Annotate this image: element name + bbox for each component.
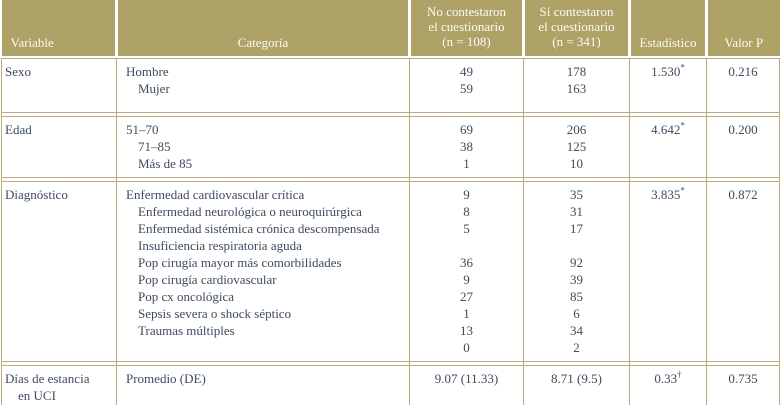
cell-line: 85	[570, 288, 583, 304]
cell-line: 0.735	[728, 370, 758, 386]
table-row	[2, 116, 780, 177]
cell-line: 34	[570, 322, 583, 338]
cell-line: 6	[573, 305, 580, 321]
cell-line: Sexo	[5, 63, 31, 79]
cell-line: 206	[566, 121, 587, 137]
cell-line: 35	[570, 186, 583, 202]
cell-line: Días de estancia	[5, 370, 90, 386]
cell-line: 10	[570, 155, 583, 171]
cell-line	[413, 237, 520, 254]
categoria-cell	[117, 365, 410, 405]
cell-line: 38	[460, 138, 473, 154]
cell-line: 31	[570, 203, 583, 219]
cell-line	[120, 339, 406, 356]
col-header-valor-p: Valor P	[707, 0, 780, 56]
cell-line: 9	[463, 186, 470, 202]
categoria-cell	[117, 116, 410, 177]
cell-line: 1	[463, 155, 470, 171]
valor-p-cell	[707, 116, 780, 177]
cell-line: 39	[570, 271, 583, 287]
cell-line: 5	[463, 220, 470, 236]
header-line: el cuestionario	[538, 19, 615, 34]
statistic-value: 4.642*	[651, 120, 685, 137]
variable-cell	[2, 181, 117, 361]
header-line: No contestaron	[426, 4, 507, 19]
cell-line: 13	[460, 322, 473, 338]
header-row	[2, 0, 780, 56]
cell-line: Pop cirugía cardiovascular	[138, 271, 277, 287]
cell-line: 92	[570, 254, 583, 270]
header-line: el cuestionario	[428, 19, 505, 34]
si-contestaron-cell	[524, 365, 630, 405]
cell-line: 51–70	[126, 121, 159, 137]
estadistico-cell	[630, 181, 707, 361]
valor-p-cell	[707, 58, 780, 112]
cell-line: 2	[573, 339, 580, 355]
cell-line: Hombre	[126, 63, 169, 79]
no-contestaron-cell	[410, 365, 524, 405]
cell-line: Mujer	[138, 80, 170, 96]
results-table	[1, 0, 780, 405]
estadistico-cell	[630, 116, 707, 177]
valor-p-cell	[707, 365, 780, 405]
cell-line: en UCI	[18, 387, 56, 403]
cell-line: 163	[566, 80, 587, 96]
si-contestaron-cell	[524, 181, 630, 361]
cell-line: 8	[463, 203, 470, 219]
header-line: (n = 341)	[552, 34, 601, 49]
col-header-categoria: Categoría	[117, 0, 410, 56]
estadistico-cell	[630, 58, 707, 112]
col-header-no-contestaron	[410, 0, 524, 56]
header-line: (n = 108)	[442, 34, 491, 49]
cell-line: Sepsis severa o shock séptico	[138, 305, 292, 321]
cell-line: 0.216	[728, 63, 758, 79]
si-contestaron-cell	[524, 58, 630, 112]
variable-cell	[2, 116, 117, 177]
cell-line: 69	[460, 121, 473, 137]
no-contestaron-cell	[410, 116, 524, 177]
estadistico-cell	[630, 365, 707, 405]
cell-line: Edad	[5, 121, 32, 137]
cell-line: 49	[460, 63, 473, 79]
cell-line: 36	[460, 254, 473, 270]
cell-line: Traumas múltiples	[138, 322, 235, 338]
si-contestaron-cell	[524, 116, 630, 177]
cell-line: 0.872	[728, 186, 758, 202]
cell-line: Pop cx oncológica	[138, 288, 235, 304]
cell-line: 178	[566, 63, 587, 79]
header-line: Sí contestaron	[539, 4, 614, 19]
cell-line: 125	[566, 138, 587, 154]
statistic-footnote-mark: *	[680, 120, 685, 131]
cell-line: 0	[463, 339, 470, 355]
cell-line: 59	[460, 80, 473, 96]
col-header-estadistico: Estadístico	[630, 0, 707, 56]
cell-line: Enfermedad cardiovascular crítica	[126, 186, 305, 202]
statistic-footnote-mark: *	[680, 62, 685, 73]
cell-line	[527, 237, 626, 254]
variable-cell	[2, 365, 117, 405]
statistic-value: 3.835*	[651, 185, 685, 202]
statistic-value: 1.530*	[651, 62, 685, 79]
cell-line: 17	[570, 220, 583, 236]
cell-line: 9.07 (11.33)	[434, 370, 499, 386]
col-header-si-contestaron	[524, 0, 630, 56]
categoria-cell	[117, 181, 410, 361]
statistic-value: 0.33†	[654, 369, 682, 386]
col-header-variable: Variable	[2, 0, 117, 56]
cell-line: 0.200	[728, 121, 758, 137]
categoria-cell	[117, 58, 410, 112]
cell-line: 71–85	[138, 138, 171, 154]
cell-line: 27	[460, 288, 473, 304]
variable-cell	[2, 58, 117, 112]
cell-line: Enfermedad neurológica o neuroquirúrgica	[138, 203, 362, 219]
table-row	[2, 58, 780, 112]
cell-line: Diagnóstico	[5, 186, 68, 202]
cell-line: 9	[463, 271, 470, 287]
cell-line: Enfermedad sistémica crónica descompensada	[138, 220, 380, 236]
cell-line: Pop cirugía mayor más comorbilidades	[138, 254, 342, 270]
cell-line: 8.71 (9.5)	[551, 370, 602, 386]
table-row	[2, 365, 780, 405]
no-contestaron-cell	[410, 58, 524, 112]
no-contestaron-cell	[410, 181, 524, 361]
cell-line: Más de 85	[138, 155, 193, 171]
cell-line: 1	[463, 305, 470, 321]
valor-p-cell	[707, 181, 780, 361]
cell-line: Insuficiencia respiratoria aguda	[138, 237, 302, 253]
statistic-footnote-mark: *	[680, 185, 685, 196]
cell-line: Promedio (DE)	[126, 370, 206, 386]
statistic-footnote-mark: †	[677, 369, 682, 380]
table-row	[2, 181, 780, 361]
